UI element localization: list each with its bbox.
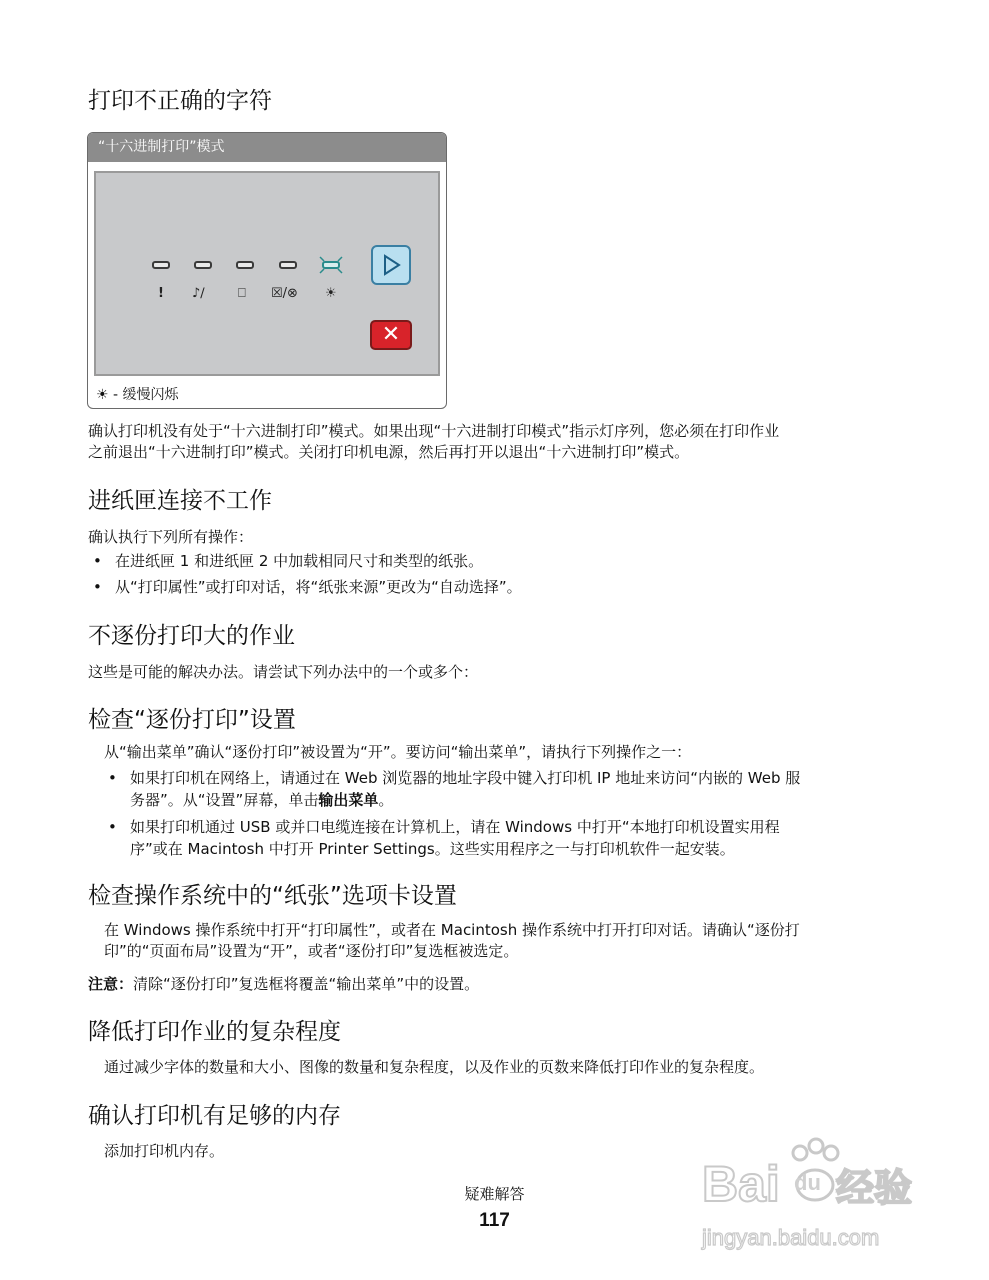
- bullet-icon: •: [93, 552, 102, 570]
- list-item-text: 务器”。从“设置”屏幕，单击输出菜单。: [130, 791, 394, 809]
- paragraph: 通过减少字体的数量和大小、图像的数量和复杂程度，以及作业的页数来降低打印作业的复杂程度。: [104, 1058, 765, 1076]
- paragraph: 确认打印机没有处于“十六进制打印”模式。如果出现“十六进制打印模式”指示灯序列，您必须在打印作业: [88, 422, 780, 440]
- stop-button[interactable]: [370, 320, 412, 350]
- section-title-large-jobs: 不逐份打印大的作业: [88, 623, 295, 649]
- paper-jam-icon: ♪∕: [192, 286, 205, 301]
- control-panel-figure: [87, 132, 447, 409]
- list-item-text: 在进纸匣 1 和进纸匣 2 中加载相同尺寸和类型的纸张。: [115, 552, 484, 570]
- ready-icon: ☀: [325, 286, 337, 301]
- error-icon: !: [158, 286, 164, 301]
- paragraph: 添加打印机内存。: [104, 1142, 225, 1160]
- svg-text:Bai: Bai: [702, 1156, 780, 1212]
- watermark-du: du: [794, 1170, 821, 1195]
- footer-chapter-label: 疑难解答: [464, 1185, 525, 1203]
- load-paper-light: [236, 261, 254, 269]
- list-item-text: 如果打印机在网络上，请通过在 Web 浏览器的地址字段中键入打印机 IP 地址来访问“内嵌的 Web 服: [130, 769, 801, 787]
- figure-title: “十六进制打印”模式: [88, 133, 446, 162]
- bullet-icon: •: [108, 769, 117, 787]
- load-paper-icon: ⎕: [238, 286, 246, 301]
- list-item-text: 从“打印属性”或打印对话，将“纸张来源”更改为“自动选择”。: [115, 578, 522, 596]
- paper-jam-light: [194, 261, 212, 269]
- section-title-memory: 确认打印机有足够的内存: [88, 1103, 341, 1129]
- close-icon: ✕: [381, 322, 401, 347]
- page-number: 117: [479, 1210, 510, 1231]
- section-title-tray-linking: 进纸匣连接不工作: [88, 488, 272, 514]
- paragraph: 这些是可能的解决办法。请尝试下列办法中的一个或多个：: [88, 663, 479, 681]
- section-title-collate-setting: 检查“逐份打印”设置: [88, 707, 296, 733]
- paw-logo-icon: [700, 1133, 960, 1253]
- note-text: 清除“逐份打印”复选框将覆盖“输出菜单”中的设置。: [133, 975, 480, 993]
- output-menu-link: 输出菜单: [318, 791, 379, 809]
- list-item-text: 如果打印机通过 USB 或并口电缆连接在计算机上，请在 Windows 中打开“本地打印机设置实用程: [130, 818, 780, 836]
- legend-text: - 缓慢闪烁: [113, 387, 179, 403]
- error-light: [152, 261, 170, 269]
- svg-text:经验: 经验: [836, 1168, 913, 1210]
- paragraph: 确认执行下列所有操作：: [88, 528, 254, 546]
- toner-light: [279, 261, 297, 269]
- svg-text:jingyan.baidu.com: jingyan.baidu.com: [702, 1225, 880, 1250]
- bullet-icon: •: [108, 818, 117, 836]
- blink-light-icon: ☀: [96, 387, 109, 403]
- paragraph: 印”的“页面布局”设置为“开”，或者“逐份打印”复选框被选定。: [104, 942, 519, 960]
- toner-drum-icon: ☒/⊗: [271, 286, 298, 301]
- play-icon: [373, 247, 409, 283]
- paragraph: 之前退出“十六进制打印”模式。关闭打印机电源，然后再打开以退出“十六进制打印”模式。: [88, 443, 690, 461]
- printer-control-panel: [94, 171, 440, 376]
- section-title-incorrect-chars: 打印不正确的字符: [88, 88, 272, 114]
- bullet-icon: •: [93, 578, 102, 596]
- list-item-text: 序”或在 Macintosh 中打开 Printer Settings。这些实用程序之一与打印机软件一起安装。: [130, 840, 735, 858]
- note-label: 注意：: [88, 975, 134, 993]
- note: [88, 974, 479, 995]
- section-title-reduce-complexity: 降低打印作业的复杂程度: [88, 1019, 341, 1045]
- section-title-paper-tab: 检查操作系统中的“纸张”选项卡设置: [88, 883, 457, 909]
- go-button[interactable]: [371, 245, 411, 285]
- paragraph: 从“输出菜单”确认“逐份打印”被设置为“开”。要访问“输出菜单”，请执行下列操作之一：: [104, 743, 692, 761]
- blink-rays-icon: [318, 255, 344, 275]
- paragraph: 在 Windows 操作系统中打开“打印属性”，或者在 Macintosh 操作系统中打开打印对话。请确认“逐份打: [104, 921, 800, 939]
- figure-legend: [96, 386, 179, 404]
- baidu-watermark: [700, 1133, 960, 1253]
